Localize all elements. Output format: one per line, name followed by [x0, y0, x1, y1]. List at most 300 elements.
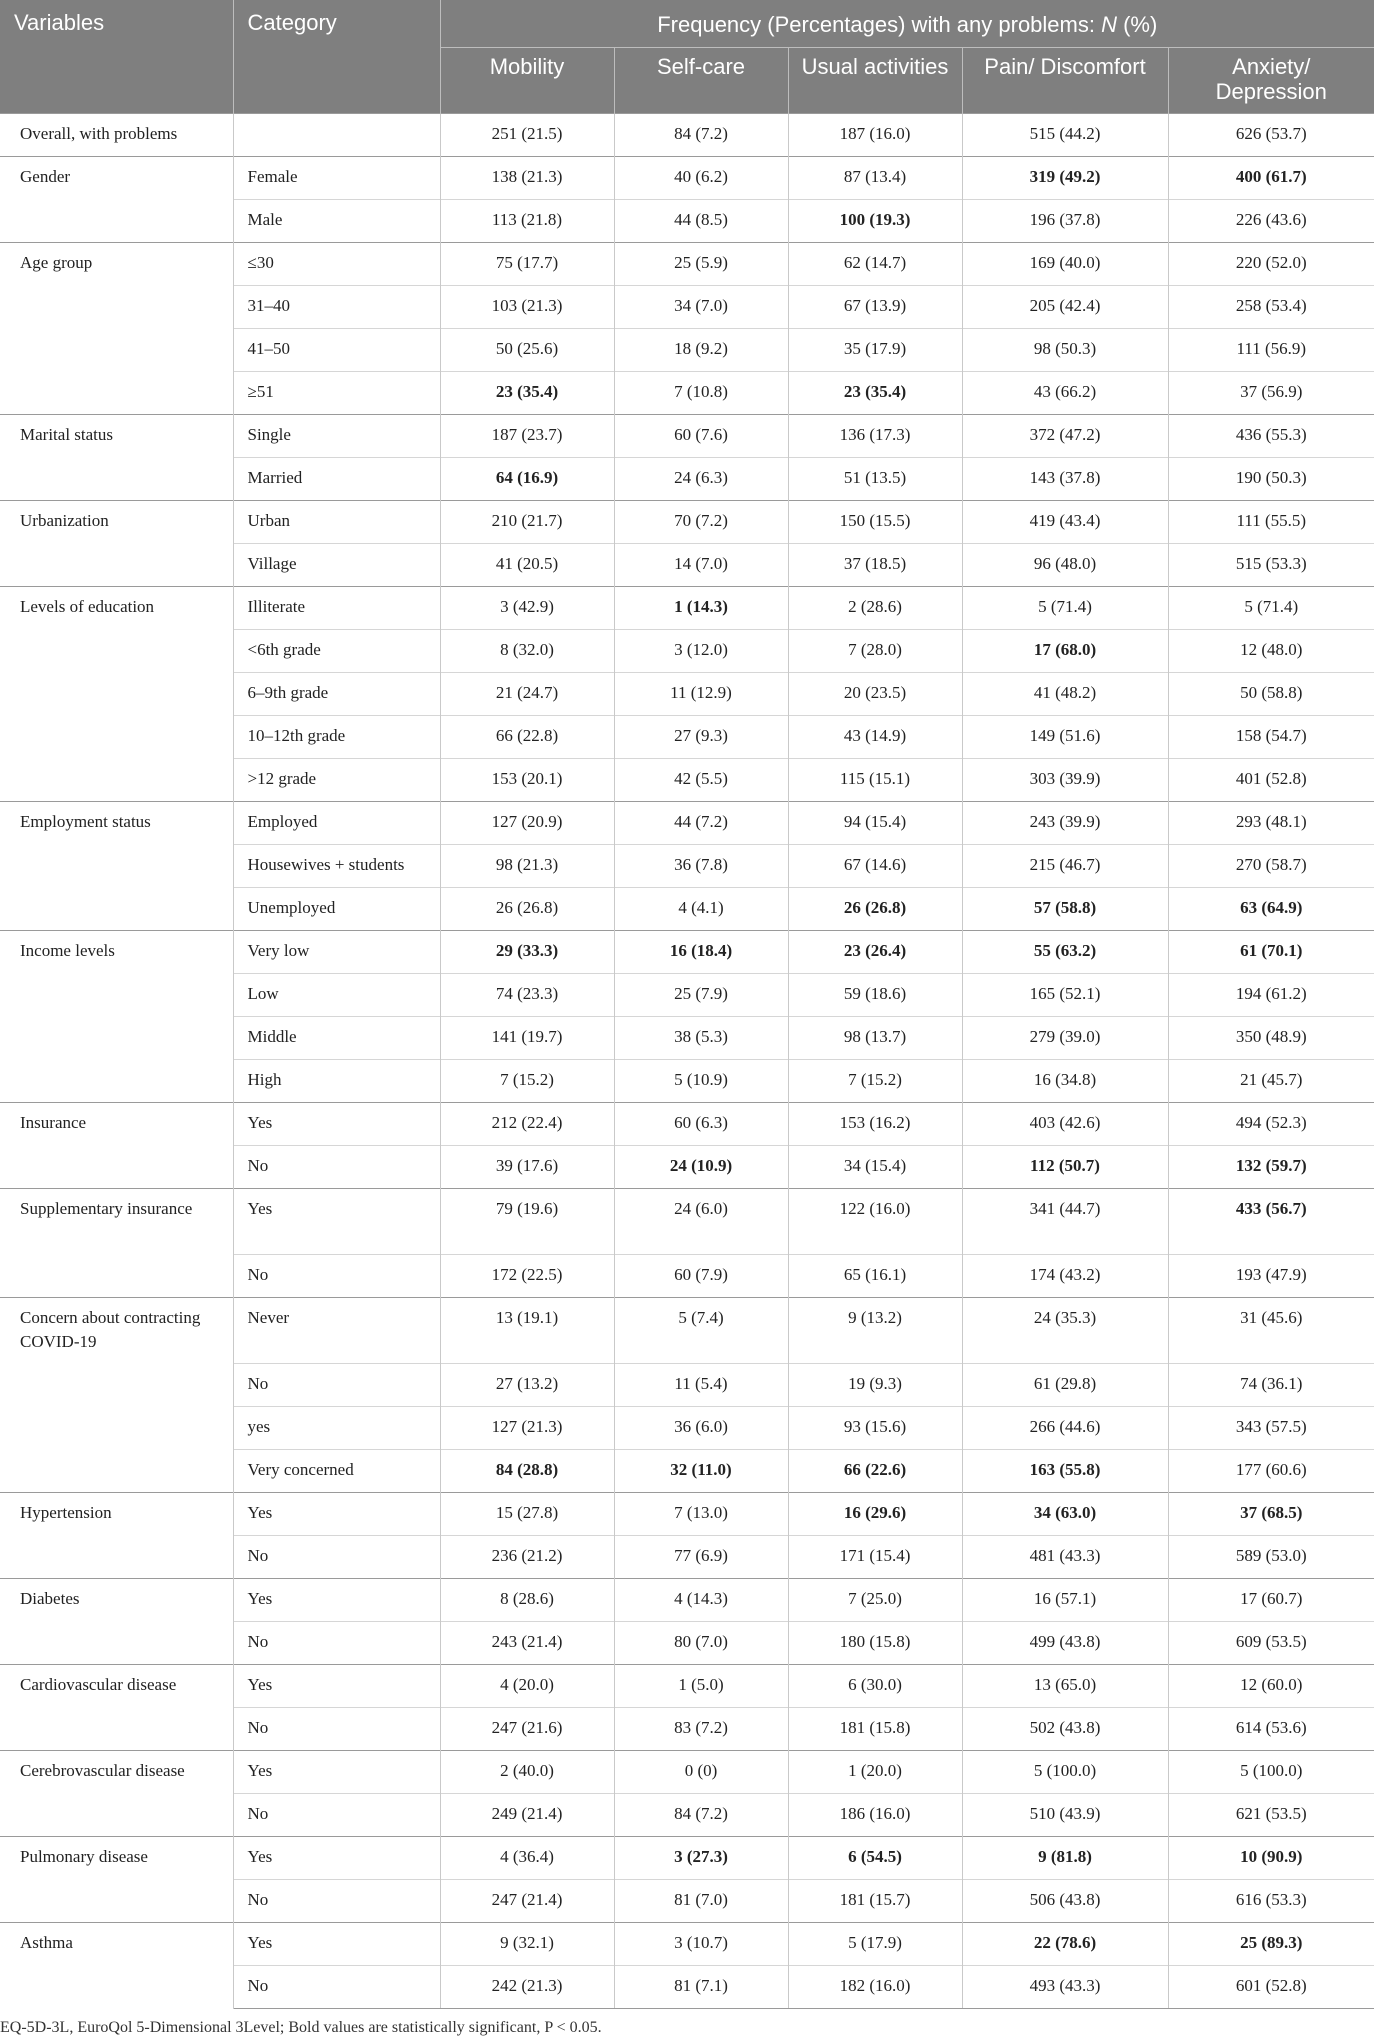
variable-cell: Asthma: [0, 1923, 233, 2009]
value-cell: [614, 759, 788, 802]
value-text: 215 (46.7): [1029, 855, 1101, 874]
value-cell: [440, 673, 614, 716]
value-text: 419 (43.4): [1029, 511, 1101, 530]
value-cell: [1168, 1060, 1374, 1103]
category-cell: [233, 114, 440, 157]
value-text: 181 (15.7): [839, 1890, 911, 1909]
value-cell: [1168, 759, 1374, 802]
significant-value: 64 (16.9): [495, 468, 559, 487]
value-cell: [614, 114, 788, 157]
value-text: 510 (43.9): [1029, 1804, 1101, 1823]
value-text: 96 (48.0): [1033, 554, 1097, 573]
value-text: 50 (58.8): [1240, 683, 1303, 702]
value-cell: [614, 630, 788, 673]
value-text: 60 (7.9): [674, 1265, 728, 1284]
value-text: 205 (42.4): [1029, 296, 1101, 315]
value-text: 138 (21.3): [491, 167, 563, 186]
value-cell: [614, 544, 788, 587]
value-text: 59 (18.6): [843, 984, 907, 1003]
value-text: 177 (60.6): [1235, 1460, 1307, 1479]
value-cell: [962, 114, 1168, 157]
table-row: [0, 114, 1374, 157]
value-cell: [962, 157, 1168, 200]
value-cell: [1168, 1880, 1374, 1923]
value-cell: [1168, 1665, 1374, 1708]
value-cell: [440, 286, 614, 329]
value-cell: [440, 802, 614, 845]
value-cell: [614, 1794, 788, 1837]
category-cell: Yes: [233, 1493, 440, 1536]
value-cell: [788, 1146, 962, 1189]
value-text: 7 (15.2): [848, 1070, 902, 1089]
value-cell: [962, 587, 1168, 630]
variable-cell: Employment status: [0, 802, 233, 931]
value-cell: [614, 1189, 788, 1255]
value-text: 13 (19.1): [495, 1308, 559, 1327]
value-cell: [788, 286, 962, 329]
value-text: 494 (52.3): [1235, 1113, 1307, 1132]
significant-value: 400 (61.7): [1235, 167, 1307, 186]
value-cell: [1168, 329, 1374, 372]
value-cell: [440, 114, 614, 157]
value-text: 21 (24.7): [495, 683, 559, 702]
value-cell: [962, 1298, 1168, 1364]
variable-cell: Hypertension: [0, 1493, 233, 1579]
value-text: 436 (55.3): [1235, 425, 1307, 444]
value-text: 5 (100.0): [1033, 1761, 1097, 1780]
value-cell: [440, 329, 614, 372]
category-cell: Low: [233, 974, 440, 1017]
value-text: 136 (17.3): [839, 425, 911, 444]
value-cell: [962, 415, 1168, 458]
value-text: 21 (45.7): [1240, 1070, 1303, 1089]
significant-value: 23 (35.4): [843, 382, 907, 401]
significant-value: 29 (33.3): [495, 941, 559, 960]
value-cell: [788, 1966, 962, 2009]
value-text: 122 (16.0): [839, 1199, 911, 1218]
value-cell: [962, 888, 1168, 931]
value-cell: [1168, 1751, 1374, 1794]
value-text: 24 (6.3): [674, 468, 728, 487]
value-text: 243 (39.9): [1029, 812, 1101, 831]
value-text: 5 (71.4): [1244, 597, 1299, 616]
value-cell: [788, 759, 962, 802]
table-row: [0, 415, 1374, 458]
header-anxiety-depression: Anxiety/ Depression: [1168, 48, 1374, 114]
value-cell: [1168, 114, 1374, 157]
significant-value: 319 (49.2): [1029, 167, 1101, 186]
value-text: 113 (21.8): [491, 210, 563, 229]
value-text: 94 (15.4): [843, 812, 907, 831]
value-cell: [962, 1622, 1168, 1665]
value-text: 165 (52.1): [1029, 984, 1101, 1003]
value-text: 270 (58.7): [1235, 855, 1307, 874]
value-cell: [788, 1189, 962, 1255]
value-text: 251 (21.5): [491, 124, 563, 143]
value-cell: [440, 200, 614, 243]
value-cell: [788, 1665, 962, 1708]
value-cell: [614, 673, 788, 716]
value-cell: [614, 1017, 788, 1060]
value-cell: [440, 1923, 614, 1966]
value-text: 515 (53.3): [1235, 554, 1307, 573]
value-cell: [440, 974, 614, 1017]
value-text: 65 (16.1): [843, 1265, 907, 1284]
value-text: 38 (5.3): [674, 1027, 728, 1046]
value-cell: [614, 1493, 788, 1536]
value-cell: [788, 1298, 962, 1364]
value-cell: [962, 1060, 1168, 1103]
value-cell: [788, 1751, 962, 1794]
value-text: 616 (53.3): [1235, 1890, 1307, 1909]
value-text: 220 (52.0): [1235, 253, 1307, 272]
value-cell: [962, 1146, 1168, 1189]
value-cell: [1168, 286, 1374, 329]
value-text: 141 (19.7): [491, 1027, 563, 1046]
value-text: 158 (54.7): [1235, 726, 1307, 745]
value-text: 41 (48.2): [1033, 683, 1097, 702]
category-cell: Middle: [233, 1017, 440, 1060]
value-cell: [788, 1837, 962, 1880]
value-cell: [788, 587, 962, 630]
value-cell: [788, 1493, 962, 1536]
value-cell: [962, 1364, 1168, 1407]
value-cell: [788, 243, 962, 286]
value-text: 372 (47.2): [1029, 425, 1101, 444]
value-text: 42 (5.5): [674, 769, 728, 788]
value-cell: [962, 716, 1168, 759]
value-cell: [1168, 1017, 1374, 1060]
value-cell: [1168, 802, 1374, 845]
table-row: [0, 1579, 1374, 1622]
value-cell: [614, 1665, 788, 1708]
value-text: 0 (0): [684, 1761, 718, 1780]
value-text: 143 (37.8): [1029, 468, 1101, 487]
table-row: [0, 1751, 1374, 1794]
value-cell: [1168, 1708, 1374, 1751]
value-cell: [788, 1450, 962, 1493]
value-cell: [614, 1450, 788, 1493]
significant-value: 100 (19.3): [839, 210, 911, 229]
variable-cell: Cerebrovascular disease: [0, 1751, 233, 1837]
significant-value: 23 (35.4): [495, 382, 559, 401]
value-text: 7 (13.0): [674, 1503, 728, 1522]
value-text: 93 (15.6): [843, 1417, 907, 1436]
value-text: 13 (65.0): [1033, 1675, 1097, 1694]
value-text: 12 (48.0): [1240, 640, 1303, 659]
table-row: [0, 1298, 1374, 1364]
value-text: 182 (16.0): [839, 1976, 911, 1995]
value-cell: [440, 1298, 614, 1364]
value-text: 20 (23.5): [843, 683, 907, 702]
value-cell: [440, 544, 614, 587]
value-text: 15 (27.8): [495, 1503, 559, 1522]
value-cell: [614, 1298, 788, 1364]
value-cell: [788, 673, 962, 716]
value-text: 51 (13.5): [843, 468, 907, 487]
significant-value: 22 (78.6): [1033, 1933, 1097, 1952]
category-cell: Housewives + students: [233, 845, 440, 888]
variable-cell: Marital status: [0, 415, 233, 501]
value-text: 16 (34.8): [1033, 1070, 1097, 1089]
value-text: 98 (21.3): [495, 855, 559, 874]
value-text: 127 (20.9): [491, 812, 563, 831]
value-cell: [788, 1708, 962, 1751]
header-span-prefix: Frequency (Percentages) with any problems:: [657, 12, 1102, 37]
value-cell: [440, 415, 614, 458]
significant-value: 37 (68.5): [1240, 1503, 1303, 1522]
category-cell: Employed: [233, 802, 440, 845]
table-row: [0, 931, 1374, 974]
value-cell: [614, 1708, 788, 1751]
value-cell: [614, 1364, 788, 1407]
variable-cell: Diabetes: [0, 1579, 233, 1665]
value-cell: [1168, 974, 1374, 1017]
value-cell: [788, 372, 962, 415]
value-text: 621 (53.5): [1235, 1804, 1307, 1823]
value-text: 4 (14.3): [674, 1589, 728, 1608]
value-text: 4 (20.0): [500, 1675, 554, 1694]
value-cell: [1168, 1923, 1374, 1966]
value-cell: [440, 1751, 614, 1794]
value-text: 115 (15.1): [839, 769, 911, 788]
significant-value: 57 (58.8): [1033, 898, 1097, 917]
category-cell: Married: [233, 458, 440, 501]
significant-value: 63 (64.9): [1240, 898, 1303, 917]
value-cell: [1168, 200, 1374, 243]
value-cell: [788, 1622, 962, 1665]
significant-value: 9 (81.8): [1038, 1847, 1092, 1866]
value-cell: [788, 1880, 962, 1923]
value-text: 614 (53.6): [1235, 1718, 1307, 1737]
value-text: 4 (36.4): [500, 1847, 554, 1866]
value-text: 196 (37.8): [1029, 210, 1101, 229]
value-text: 84 (7.2): [674, 124, 728, 143]
value-text: 77 (6.9): [674, 1546, 728, 1565]
value-cell: [440, 1017, 614, 1060]
significant-value: 61 (70.1): [1240, 941, 1303, 960]
value-cell: [440, 630, 614, 673]
table-row: [0, 1665, 1374, 1708]
value-text: 35 (17.9): [843, 339, 907, 358]
significant-value: 433 (56.7): [1235, 1199, 1307, 1218]
category-cell: High: [233, 1060, 440, 1103]
value-text: 341 (44.7): [1029, 1199, 1101, 1218]
value-text: 74 (23.3): [495, 984, 559, 1003]
table-row: [0, 1189, 1374, 1255]
value-cell: [1168, 1298, 1374, 1364]
value-cell: [1168, 845, 1374, 888]
value-cell: [962, 1189, 1168, 1255]
value-text: 87 (13.4): [843, 167, 907, 186]
value-text: 26 (26.8): [495, 898, 559, 917]
value-cell: [962, 974, 1168, 1017]
value-cell: [1168, 1364, 1374, 1407]
value-text: 127 (21.3): [491, 1417, 563, 1436]
value-cell: [614, 200, 788, 243]
value-cell: [440, 1189, 614, 1255]
value-cell: [1168, 1407, 1374, 1450]
header-span-italic: N: [1101, 12, 1117, 37]
value-cell: [962, 1103, 1168, 1146]
value-cell: [440, 759, 614, 802]
value-text: 12 (60.0): [1240, 1675, 1303, 1694]
value-cell: [614, 1579, 788, 1622]
variable-cell: Income levels: [0, 931, 233, 1103]
value-text: 153 (16.2): [839, 1113, 911, 1132]
significant-value: 26 (26.8): [843, 898, 907, 917]
value-text: 194 (61.2): [1235, 984, 1307, 1003]
category-cell: Male: [233, 200, 440, 243]
value-text: 502 (43.8): [1029, 1718, 1101, 1737]
value-text: 589 (53.0): [1235, 1546, 1307, 1565]
value-text: 83 (7.2): [674, 1718, 728, 1737]
value-cell: [788, 1794, 962, 1837]
value-text: 43 (14.9): [843, 726, 907, 745]
value-text: 9 (13.2): [848, 1308, 902, 1327]
header-category: Category: [233, 0, 440, 114]
value-cell: [614, 1923, 788, 1966]
value-text: 226 (43.6): [1235, 210, 1307, 229]
value-cell: [440, 1880, 614, 1923]
category-cell: Unemployed: [233, 888, 440, 931]
table-row: [0, 501, 1374, 544]
value-text: 7 (15.2): [500, 1070, 554, 1089]
value-cell: [614, 157, 788, 200]
value-cell: [614, 1146, 788, 1189]
value-cell: [440, 1837, 614, 1880]
variable-cell: Concern about contracting COVID-19: [0, 1298, 233, 1493]
value-text: 6 (30.0): [848, 1675, 902, 1694]
value-cell: [962, 1579, 1168, 1622]
value-cell: [962, 1966, 1168, 2009]
value-cell: [440, 1579, 614, 1622]
value-cell: [788, 1923, 962, 1966]
significant-value: 34 (63.0): [1033, 1503, 1097, 1522]
category-cell: Female: [233, 157, 440, 200]
value-text: 67 (13.9): [843, 296, 907, 315]
value-text: 190 (50.3): [1235, 468, 1307, 487]
category-cell: Urban: [233, 501, 440, 544]
value-cell: [788, 802, 962, 845]
table-footnote: EQ-5D-3L, EuroQol 5-Dimensional 3Level; Bold values are statistically significant, P < 0.05.: [0, 2019, 602, 2036]
category-cell: Yes: [233, 1751, 440, 1794]
table-row: [0, 1923, 1374, 1966]
value-text: 98 (50.3): [1033, 339, 1097, 358]
value-cell: [962, 200, 1168, 243]
value-cell: [614, 1407, 788, 1450]
value-cell: [1168, 1450, 1374, 1493]
value-cell: [614, 1880, 788, 1923]
category-cell: No: [233, 1794, 440, 1837]
variable-cell: Gender: [0, 157, 233, 243]
value-cell: [614, 372, 788, 415]
value-cell: [1168, 888, 1374, 931]
value-text: 601 (52.8): [1235, 1976, 1307, 1995]
value-text: 171 (15.4): [839, 1546, 911, 1565]
value-text: 481 (43.3): [1029, 1546, 1101, 1565]
value-text: 70 (7.2): [674, 511, 728, 530]
value-text: 279 (39.0): [1029, 1027, 1101, 1046]
value-cell: [788, 1255, 962, 1298]
value-cell: [788, 1060, 962, 1103]
value-cell: [962, 1708, 1168, 1751]
category-cell: No: [233, 1536, 440, 1579]
value-text: 5 (71.4): [1038, 597, 1092, 616]
value-cell: [614, 1103, 788, 1146]
value-cell: [962, 1923, 1168, 1966]
header-mobility: Mobility: [440, 48, 614, 114]
value-cell: [1168, 544, 1374, 587]
value-text: 43 (66.2): [1033, 382, 1097, 401]
value-text: 1 (20.0): [848, 1761, 902, 1780]
value-text: 609 (53.5): [1235, 1632, 1307, 1651]
value-text: 98 (13.7): [843, 1027, 907, 1046]
category-cell: Very concerned: [233, 1450, 440, 1493]
category-cell: Single: [233, 415, 440, 458]
value-cell: [962, 673, 1168, 716]
value-cell: [1168, 1103, 1374, 1146]
category-cell: No: [233, 1880, 440, 1923]
value-text: 31 (45.6): [1240, 1308, 1303, 1327]
value-cell: [440, 372, 614, 415]
value-cell: [788, 544, 962, 587]
value-text: 236 (21.2): [491, 1546, 563, 1565]
value-text: 27 (13.2): [495, 1374, 559, 1393]
significant-value: 1 (14.3): [674, 597, 728, 616]
value-text: 187 (16.0): [839, 124, 911, 143]
value-text: 11 (5.4): [674, 1374, 728, 1393]
category-cell: No: [233, 1966, 440, 2009]
value-text: 626 (53.7): [1235, 124, 1307, 143]
value-text: 3 (42.9): [500, 597, 554, 616]
value-text: 242 (21.3): [491, 1976, 563, 1995]
value-text: 79 (19.6): [495, 1199, 559, 1218]
significant-value: 66 (22.6): [843, 1460, 907, 1479]
value-text: 2 (28.6): [848, 597, 902, 616]
value-cell: [440, 1708, 614, 1751]
value-cell: [1168, 1794, 1374, 1837]
value-cell: [962, 931, 1168, 974]
value-cell: [614, 1060, 788, 1103]
significant-value: 17 (68.0): [1033, 640, 1097, 659]
value-cell: [788, 716, 962, 759]
value-text: 84 (7.2): [674, 1804, 728, 1823]
value-text: 81 (7.1): [674, 1976, 728, 1995]
value-cell: [1168, 1622, 1374, 1665]
value-cell: [788, 1103, 962, 1146]
category-cell: yes: [233, 1407, 440, 1450]
significant-value: 55 (63.2): [1033, 941, 1097, 960]
significant-value: 132 (59.7): [1235, 1156, 1307, 1175]
value-text: 24 (6.0): [674, 1199, 728, 1218]
variable-cell: Overall, with problems: [0, 114, 233, 157]
value-cell: [788, 329, 962, 372]
value-cell: [962, 329, 1168, 372]
value-cell: [440, 1622, 614, 1665]
category-cell: No: [233, 1255, 440, 1298]
category-cell: 10–12th grade: [233, 716, 440, 759]
value-text: 19 (9.3): [848, 1374, 902, 1393]
table-row: [0, 802, 1374, 845]
value-cell: [440, 1060, 614, 1103]
value-cell: [440, 587, 614, 630]
value-cell: [440, 1103, 614, 1146]
category-cell: 31–40: [233, 286, 440, 329]
value-cell: [788, 501, 962, 544]
value-cell: [440, 243, 614, 286]
value-text: 8 (32.0): [500, 640, 554, 659]
